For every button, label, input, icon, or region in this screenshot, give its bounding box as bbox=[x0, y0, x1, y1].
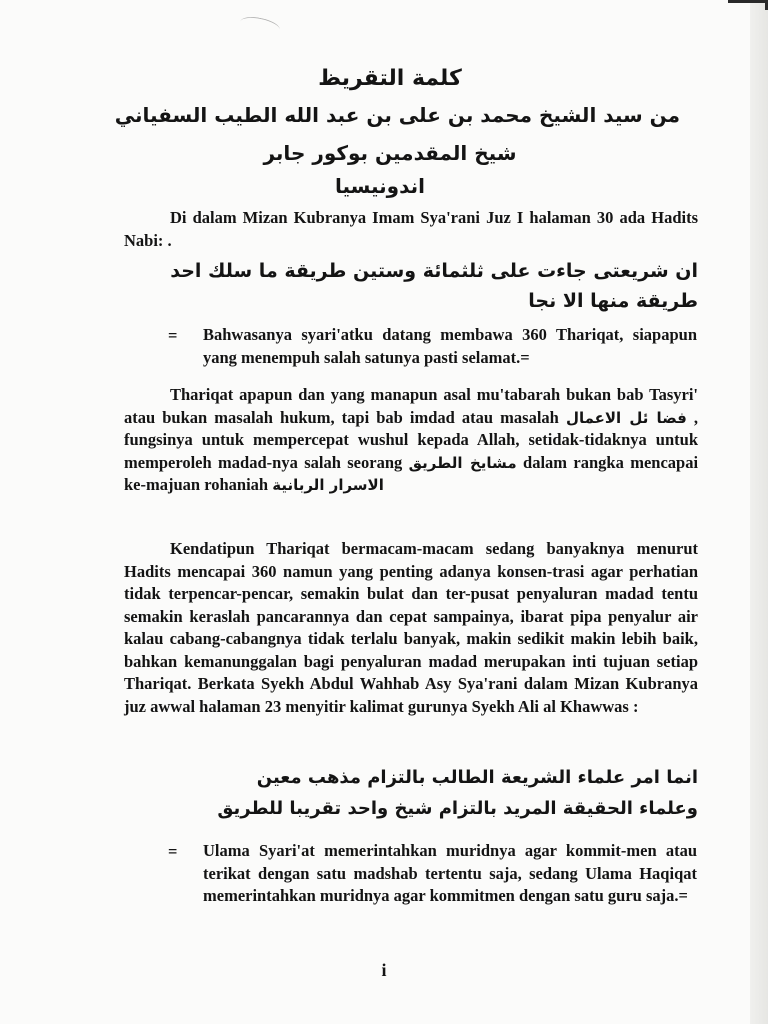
translation-marker: = bbox=[168, 326, 178, 345]
khawwas-translation: Ulama Syari'at memerintahkan muridnya agar kommit-men atau terikat dengan satu madshab tertentu saja, sedang Ulama Haqiqat memerintahkan muridnya agar kommitmen dengan satu guru saja.= bbox=[203, 841, 697, 905]
paragraph-1: Di dalam Mizan Kubranya Imam Sya'rani Juz I halaman 30 ada Hadits Nabi: . bbox=[124, 208, 698, 250]
inline-arabic-asrar: الاسرار الربانية bbox=[272, 476, 384, 494]
paragraph-2-part-2: , fungsinya untuk mempercepat wushul kepada Allah, setidak-tidaknya untuk memperoleh madad-nya salah seorang bbox=[124, 407, 698, 472]
inline-arabic-masyayikh: مشايخ الطريق bbox=[408, 453, 517, 472]
page-number: i bbox=[381, 960, 387, 980]
arabic-heading-line-4: اندونيسيا bbox=[334, 174, 426, 198]
paragraph-2 bbox=[124, 384, 698, 497]
hadith-arabic-line-2: طريقة منها الا نجا bbox=[528, 290, 698, 312]
paragraph-2-part-3: dalam rangka mencapai ke-majuan rohaniah bbox=[124, 452, 699, 494]
hadith-arabic-line-1: ان شريعتى جاءت على ثلثمائة وستين طريقة ما سلك احد bbox=[170, 260, 698, 282]
page-edge-shadow bbox=[750, 0, 768, 1024]
arabic-title: كلمة التقريظ bbox=[318, 66, 462, 91]
paragraph-2-part-1: Thariqat apapun dan yang manapun asal mu'tabarah bukan bab Tasyri' atau bukan masalah hukum, tapi bab imdad atau masalah bbox=[124, 385, 698, 427]
khawwas-arabic-line-1: انما امر علماء الشريعة الطالب بالتزام مذهب معين bbox=[256, 767, 698, 788]
arabic-heading-line-3: شيخ المقدمين بوكور جابر bbox=[263, 141, 517, 165]
arabic-heading-line-2: من سيد الشيخ محمد بن على بن عبد الله الطيب السفياني bbox=[114, 103, 680, 127]
hadith-translation: Bahwasanya syari'atku datang membawa 360 Thariqat, siapapun yang menempuh salah satunya pasti selamat.= bbox=[203, 325, 697, 367]
scan-mark bbox=[728, 0, 768, 3]
paragraph-3: Kendatipun Thariqat bermacam-macam sedang banyaknya menurut Hadits mencapai 360 namun yang penting adanya konsen-trasi agar perhatian tidak terpencar-pencar, semakin bulat dan ter-pusat penyaluran madad tentu semakin keraslah pancarannya dan cepat sampainya, ibarat pipa penyalur air kalau cabang-cabangnya tidak terlalu banyak, makin sedikit makin lebih baik, bahkan kemanunggalan bagi penyaluran madad merupakan inti tujuan setiap Thariqat. Berkata Syekh Abdul Wahhab Asy Sya'rani dalam Mizan Kubranya juz awwal halaman 23 menyitir kalimat gurunya Syekh Ali al Khawwas : bbox=[124, 539, 698, 716]
pen-smudge bbox=[239, 14, 281, 37]
khawwas-arabic-line-2: وعلماء الحقيقة المريد بالتزام شيخ واحد تقريبا للطريق bbox=[217, 798, 698, 819]
inline-arabic-fadhail: فضا ئل الاعمال bbox=[565, 408, 687, 427]
translation-marker: = bbox=[168, 842, 178, 861]
